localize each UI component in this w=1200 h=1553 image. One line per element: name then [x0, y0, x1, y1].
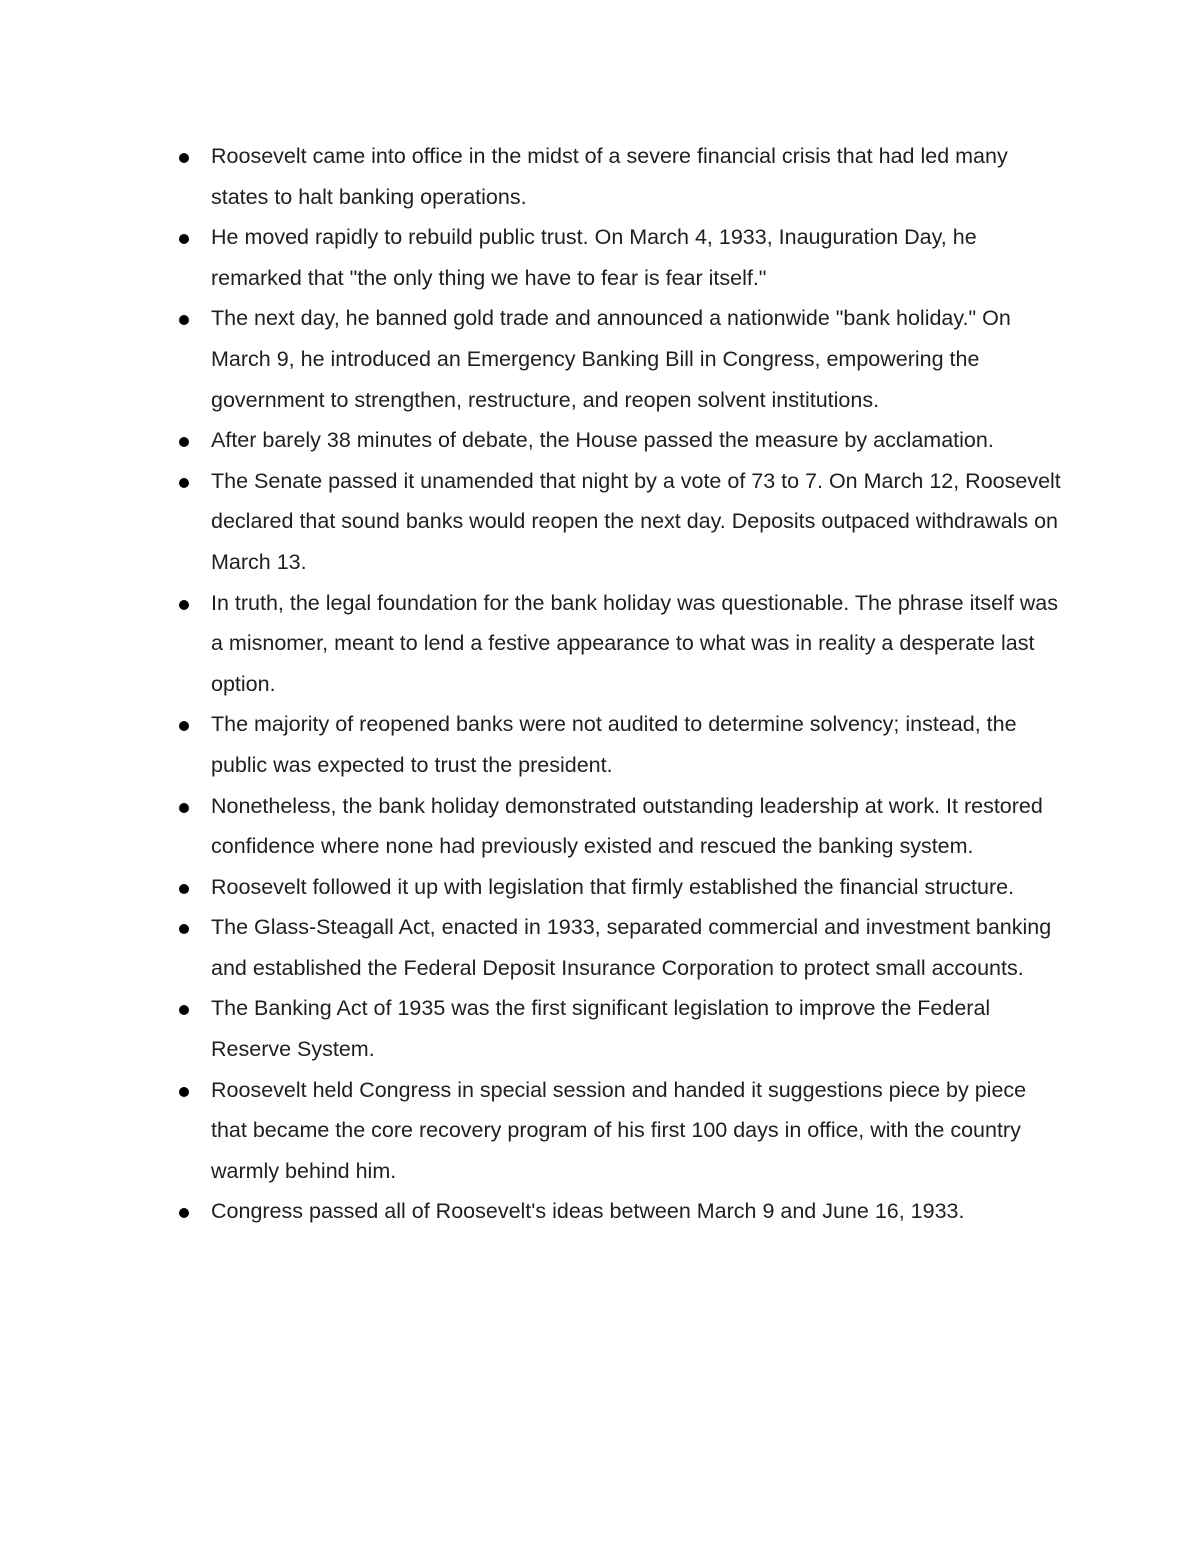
list-item-text: The next day, he banned gold trade and announced a nationwide "bank holiday." On March 9, he introduced an Emergency Banking Bill in Congress, empowering the government to strengthen, restructure, and reopen solvent institutions. [211, 306, 1011, 412]
list-item-text: Roosevelt came into office in the midst of a severe financial crisis that had led many states to halt banking operations. [211, 144, 1008, 209]
list-item-text: The Senate passed it unamended that night by a vote of 73 to 7. On March 12, Roosevelt declared that sound banks would reopen the next day. Deposits outpaced withdrawals on March 13. [211, 468, 1061, 574]
bullet-icon [179, 803, 189, 813]
list-item-text: In truth, the legal foundation for the bank holiday was questionable. The phrase itself was a misnomer, meant to lend a festive appearance to what was in reality a desperate last option. [211, 590, 1059, 696]
bullet-list [174, 136, 1064, 1232]
list-item [174, 461, 1064, 583]
list-item-text: After barely 38 minutes of debate, the House passed the measure by acclamation. [211, 428, 994, 453]
list-item [174, 420, 1064, 461]
bullet-icon [179, 600, 189, 610]
list-item-text: He moved rapidly to rebuild public trust. On March 4, 1933, Inauguration Day, he remarked that "the only thing we have to fear is fear itself." [211, 225, 977, 290]
list-item [174, 907, 1064, 988]
bullet-icon [179, 1005, 189, 1015]
bullet-icon [179, 315, 189, 325]
list-item [174, 1191, 1064, 1232]
bullet-icon [179, 721, 189, 731]
list-item [174, 298, 1064, 420]
list-item-text: Nonetheless, the bank holiday demonstrated outstanding leadership at work. It restored confidence where none had previously existed and rescued the banking system. [211, 793, 1043, 859]
list-item [174, 786, 1064, 867]
list-item [174, 136, 1064, 217]
list-item-text: The majority of reopened banks were not audited to determine solvency; instead, the public was expected to trust the president. [211, 712, 1017, 777]
bullet-icon [179, 478, 189, 488]
list-item [174, 704, 1064, 785]
list-item-text: Roosevelt held Congress in special session and handed it suggestions piece by piece that became the core recovery program of his first 100 days in office, with the country warmly behind him. [211, 1077, 1027, 1183]
list-item [174, 1070, 1064, 1192]
bullet-icon [179, 884, 189, 894]
bullet-icon [179, 234, 189, 244]
list-item-text: The Glass-Steagall Act, enacted in 1933, separated commercial and investment banking and established the Federal Deposit Insurance Corporation to protect small accounts. [211, 915, 1052, 980]
list-item-text: Roosevelt followed it up with legislation that firmly established the financial structure. [211, 874, 1015, 899]
list-item [174, 867, 1064, 908]
list-item-text: Congress passed all of Roosevelt's ideas between March 9 and June 16, 1933. [211, 1199, 965, 1224]
bullet-icon [179, 1087, 189, 1097]
list-item-text: The Banking Act of 1935 was the first significant legislation to improve the Federal Reserve System. [211, 996, 991, 1062]
bullet-icon [179, 1208, 189, 1218]
list-item [174, 988, 1064, 1069]
bullet-icon [179, 924, 189, 934]
bullet-icon [179, 153, 189, 163]
list-item [174, 217, 1064, 298]
list-item [174, 583, 1064, 705]
bullet-icon [179, 437, 189, 447]
